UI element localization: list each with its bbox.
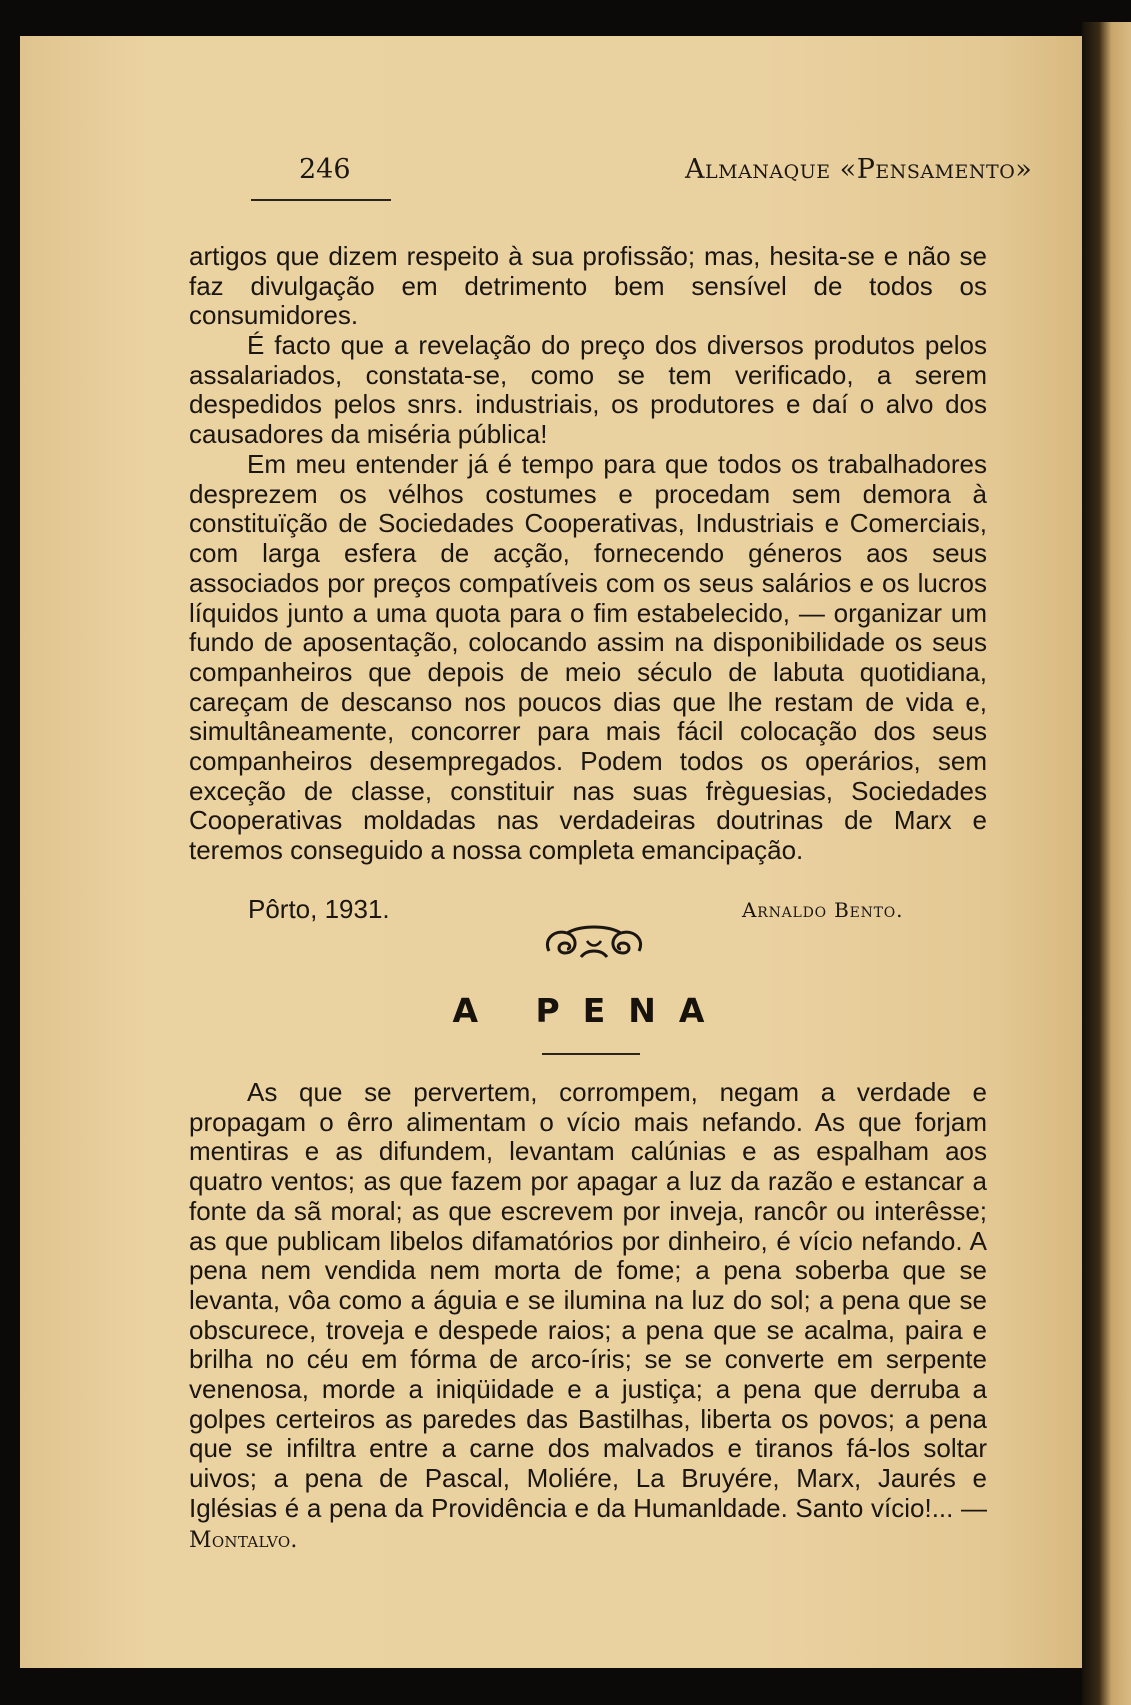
section-title: A PENA — [452, 991, 728, 1030]
article1-paragraph-3: Em meu entender já é tempo para que todos os trabalhadores desprezem os vélhos costumes e procedam sem demora à constituïção de Sociedades Cooperativas, Industriais e Comerciais, com larga esfera de acção, fornecendo géneros aos seus associados por preços compatíveis com os seus salários e os lucros líquidos junto a uma quota para o fim estabelecido, — organizar um fundo de aposentação, colocando assim na disponibilidade os seus companheiros que depois de meio século de labuta quotidiana, careçam de descanso nos poucos dias que lhe restam de vida e, simultâneamente, concorrer para mais fácil colocação dos seus companheiros desempregados. Podem todos os operários, sem exceção de classe, constituir nas suas frèguesias, Sociedades Cooperativas moldadas nas verdadeiras doutrinas de Marx e teremos conseguido a nossa completa emancipação. — [189, 449, 987, 866]
article2-body: As que se pervertem, corrompem, negam a verdade e propagam o êrro alimentam o vício mais nefando. As que forjam mentiras e as difundem, levantam calúnias e as espalham aos quatro ventos; as que fazem por apagar a luz da razão e estancar a fonte da sã moral; as que escrevem por inveja, rancôr ou interêsse; as que publicam libelos difamatórios por dinheiro, é vício nefando. A pena nem vendida nem morta de fome; a pena soberba que se levanta, vôa como a águia e se ilumina na luz do sol; a pena que se obscurece, troveja e despede raios; a pena que se acalma, paira e brilha no céu em fórma de arco-íris; se se converte em serpente venenosa, morde a iniqüidade e a justiça; a pena que derruba a golpes certeiros as paredes das Bastilhas, liberta os povos; a pena que se infiltra entre a carne dos malvados e tiranos fá-los soltar uivos; a pena de Pascal, Moliére, La Bruyére, Marx, Jaurés e Iglésias é a pena da Providência e da Humanldade. Santo vício!... — — [189, 1077, 987, 1523]
running-title: Almanaque «Pensamento» — [685, 154, 1033, 185]
article1-paragraph-1: artigos que dizem respeito à sua profissão; mas, hesita-se e não se faz divulgação em detrimento bem sensível de todos os consumidores. — [189, 241, 987, 331]
article2-author: Montalvo. — [189, 1527, 298, 1553]
book-spine — [1082, 22, 1131, 1705]
header-rule — [251, 199, 391, 201]
article2-text — [189, 1078, 987, 1555]
signature-place-date: Pôrto, 1931. — [248, 894, 390, 924]
book-page — [20, 36, 1082, 1668]
page-number: 246 — [299, 154, 351, 185]
article1-paragraph-2: É facto que a revelação do preço dos diversos produtos pelos assalariados, constata-se, como se tem verificado, a serem despedidos pelos snrs. industriais, os produtores e daí o alvo dos causadores da miséria pública! — [189, 330, 987, 450]
signature-author: Arnaldo Bento. — [742, 898, 904, 922]
title-rule — [542, 1053, 640, 1055]
ornament-icon — [541, 921, 647, 967]
